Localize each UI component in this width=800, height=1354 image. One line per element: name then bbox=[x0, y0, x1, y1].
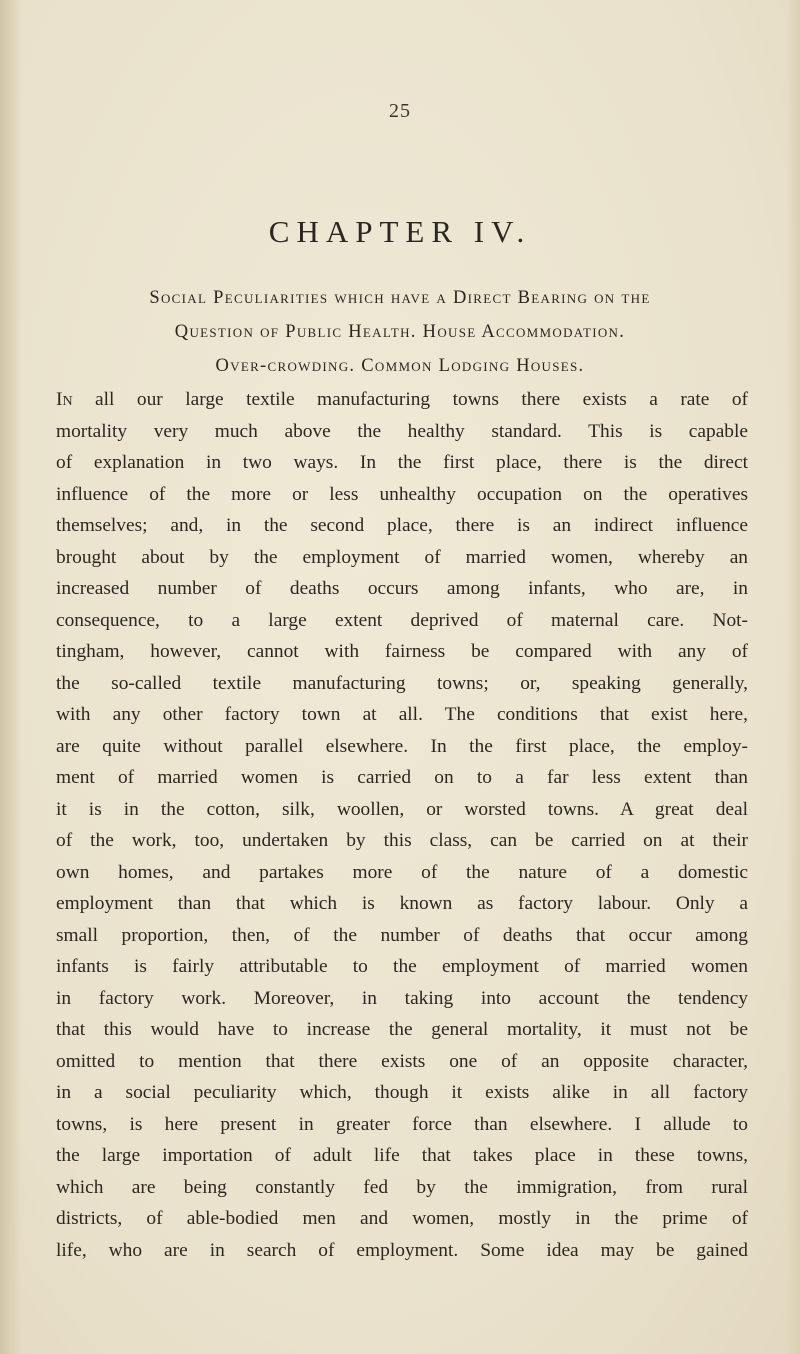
body-line: tingham, however, cannot with fairness be compared with any of bbox=[56, 641, 748, 662]
chapter-subtitle-line-2: Question of Public Health. House Accommodation. bbox=[174, 322, 626, 342]
body-line: the large importation of adult life that takes place in these towns, bbox=[56, 1145, 748, 1166]
body-line: mortality very much above the healthy standard. This is capable bbox=[56, 420, 748, 442]
body-line: employment than that which is known as factory labour. Only a bbox=[56, 893, 748, 914]
body-line: consequence, to a large extent deprived of maternal care. Not- bbox=[56, 609, 748, 631]
body-line: themselves; and, in the second place, there is an indirect influence bbox=[56, 515, 748, 536]
body-line-text: all our large textile manufacturing towns there exists a rate of bbox=[72, 389, 748, 410]
body-line: it is in the cotton, silk, woollen, or worsted towns. A great deal bbox=[56, 798, 748, 820]
body-line: influence of the more or less unhealthy occupation on the operatives bbox=[56, 483, 748, 505]
body-line: brought about by the employment of married women, whereby an bbox=[56, 546, 748, 568]
body-line: which are being constantly fed by the immigration, from rural bbox=[56, 1176, 748, 1198]
body-line: own homes, and partakes more of the nature of a domestic bbox=[56, 861, 748, 883]
body-line: districts, of able-bodied men and women, mostly in the prime of bbox=[56, 1208, 748, 1229]
body-line: increased number of deaths occurs among infants, who are, in bbox=[56, 578, 748, 599]
body-line: in a social peculiarity which, though it exists alike in all factory bbox=[56, 1082, 748, 1103]
body-line: omitted to mention that there exists one of an opposite character, bbox=[56, 1050, 748, 1072]
body-line: in factory work. Moreover, in taking into account the tendency bbox=[56, 987, 748, 1009]
page-number: 25 bbox=[389, 100, 411, 122]
body-line: are quite without parallel elsewhere. In the first place, the employ- bbox=[56, 735, 748, 757]
body-line: that this would have to increase the general mortality, it must not be bbox=[56, 1019, 748, 1040]
page-binding-shadow bbox=[0, 0, 22, 1354]
body-line: of the work, too, undertaken by this class, can be carried on at their bbox=[56, 830, 748, 851]
body-paragraph bbox=[56, 384, 748, 1266]
chapter-subtitle-line-3: Over-crowding. Common Lodging Houses. bbox=[215, 356, 585, 376]
body-line: life, who are in search of employment. Some idea may be gained bbox=[56, 1239, 748, 1261]
chapter-subtitle-line-1: Social Peculiarities which have a Direct Bearing on the bbox=[149, 288, 651, 308]
body-line: small proportion, then, of the number of deaths that occur among bbox=[56, 924, 748, 946]
body-line: the so-called textile manufacturing towns; or, speaking generally, bbox=[56, 672, 748, 694]
body-line: towns, is here present in greater force than elsewhere. I allude to bbox=[56, 1113, 748, 1135]
chapter-title: CHAPTER IV. bbox=[268, 214, 532, 249]
page-edge-shadow bbox=[786, 0, 800, 1354]
body-line: of explanation in two ways. In the first place, there is the direct bbox=[56, 452, 748, 473]
body-line bbox=[56, 384, 748, 416]
opening-word: In bbox=[56, 389, 73, 410]
body-line: ment of married women is carried on to a far less extent than bbox=[56, 767, 748, 788]
body-line: infants is fairly attributable to the employment of married women bbox=[56, 956, 748, 977]
body-line: with any other factory town at all. The conditions that exist here, bbox=[56, 704, 748, 725]
